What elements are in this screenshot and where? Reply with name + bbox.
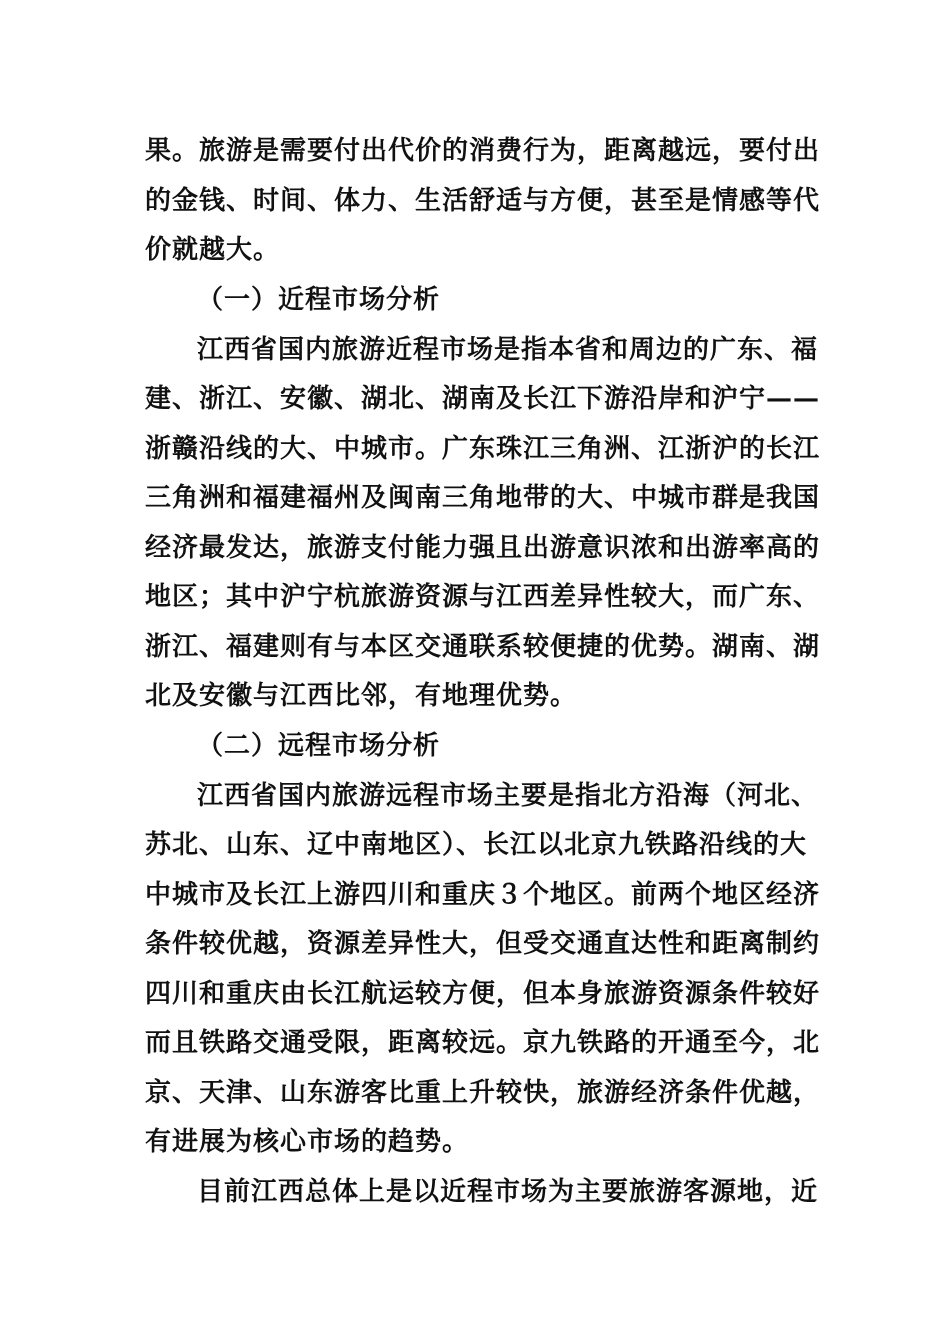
- text-line: 北及安徽与江西比邻，有地理优势。: [145, 681, 578, 711]
- text-line: 四川和重庆由长江航运较方便，但本身旅游资源条件较好: [145, 979, 821, 1009]
- text-line: 建、浙江、安徽、湖北、湖南及长江下游沿岸和沪宁——: [145, 384, 821, 414]
- text-line: 浙赣沿线的大、中城市。广东珠江三角洲、江浙沪的长江: [145, 434, 821, 464]
- text-line: 中城市及长江上游四川和重庆３个地区。前两个地区经济: [145, 880, 821, 910]
- text-line: 价就越大。: [145, 235, 281, 265]
- text-line: 江西省国内旅游近程市场是指本省和周边的广东、福: [197, 335, 819, 365]
- text-line: 有进展为核心市场的趋势。: [145, 1127, 470, 1157]
- text-line: 而且铁路交通受限，距离较远。京九铁路的开通至今，北: [145, 1028, 821, 1058]
- text-line: 三角洲和福建福州及闽南三角地带的大、中城市群是我国: [145, 483, 821, 513]
- text-line: 浙江、福建则有与本区交通联系较便捷的优势。湖南、湖: [145, 632, 821, 662]
- text-line: 条件较优越，资源差异性大，但受交通直达性和距离制约: [145, 929, 821, 959]
- text-line: 果。旅游是需要付出代价的消费行为，距离越远，要付出: [145, 136, 821, 166]
- section-heading-far-market: （二）远程市场分析: [197, 731, 441, 761]
- text-line: 江西省国内旅游远程市场主要是指北方沿海（河北、: [197, 781, 819, 811]
- text-line: 的金钱、时间、体力、生活舒适与方便，甚至是情感等代: [145, 186, 821, 216]
- text-line: 经济最发达，旅游支付能力强且出游意识浓和出游率高的: [145, 533, 821, 563]
- section-heading-near-market: （一）近程市场分析: [197, 285, 441, 315]
- text-line: 地区；其中沪宁杭旅游资源与江西差异性较大，而广东、: [145, 582, 821, 612]
- text-line: 京、天津、山东游客比重上升较快，旅游经济条件优越，: [145, 1078, 821, 1108]
- text-line: 苏北、山东、辽中南地区）、长江以北京九铁路沿线的大: [145, 830, 808, 860]
- text-line: 目前江西总体上是以近程市场为主要旅游客源地，近: [197, 1177, 819, 1207]
